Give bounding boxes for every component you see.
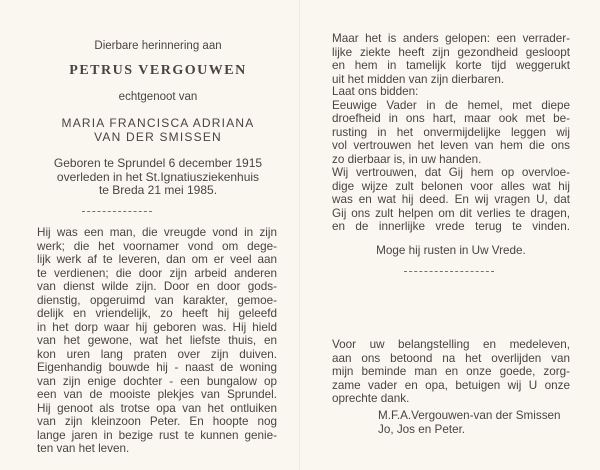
text-line: kon uren lang praten over zijn duiven. [37,347,277,361]
text-line: dige wijze zult belonen voor alles wat hij [332,179,570,193]
signature-line: M.F.A.Vergouwen-van der Smissen [378,409,561,422]
text-line: Eeuwige Vader in de hemel, met diepe [332,98,570,112]
illness-paragraph [332,32,570,86]
spouse-label: echtgenoot van [118,91,198,103]
spouse-name-line: MARIA FRANCISCA ADRIANA [61,116,255,130]
intro-text: Dierbare herinnering aan [94,40,222,52]
text-line: ten van het leven. [37,442,130,455]
deceased-name: PETRUS VERGOUWEN [69,63,247,78]
spouse-name-line: VAN DER SMISSEN [94,130,222,144]
text-line: zame vader en opa, betuigen wij U onze [332,378,570,392]
text-line: rusting in het onvermijdelijke leggen wij [332,125,570,139]
prayer-heading: Laat ons bidden: [332,85,419,98]
text-line: Voor uw belangstelling en medeleven, [332,338,570,351]
spouse-name [38,116,278,144]
signature [378,409,588,436]
text-line: oprechte dank. [332,392,410,405]
dates-line: Geboren te Sprundel 6 december 1915 [53,156,263,170]
text-line: in het dorp waar hij geboren was. Hij hield [37,320,277,334]
section-divider [82,211,152,212]
prayer-paragraph [332,85,570,234]
text-line: droefheid in ons hart, maar ook met be- [332,112,570,125]
text-line: van het gewone, wat het liefste thuis, en [37,334,277,347]
text-line: vol vertrouwen het leven van hem die ons [332,139,570,152]
text-line: een van de mooiste plekjes van Sprundel. [37,388,277,401]
dates-line: te Breda 21 mei 1985. [98,183,218,197]
text-line: Maar het is anders gelopen: een verrader- [332,32,570,45]
text-line: Wij vertrouwen, dat Gij hem op overvloe- [332,166,570,179]
signature-line: Jo, Jos en Peter. [378,422,466,436]
text-line: zo dierbaar is, in uw handen. [332,152,482,166]
text-line: Eigenhandig bouwde hij - naast de woning [37,361,277,374]
text-line: te verdienen; die door zijn arbeid anderen [37,266,277,280]
text-line: van dienst wilde zijn. Door en door gods- [37,280,277,293]
biography-paragraph [37,226,277,456]
text-line: werk; die het voornamer vond om dege- [37,239,277,253]
thanks-paragraph [332,338,570,406]
text-line: mijn beminde man en onze goede, zorg- [332,365,570,378]
text-line: aan ons betoond na het overlijden van [332,351,570,365]
text-line: Hij was een man, die vreugde vond in zijn [37,226,277,239]
section-divider [404,271,494,272]
text-line: van zijn kleinzoon Peter. En hoopte nog [37,415,277,428]
text-line: delijk en vriendelijk, zo heeft hij geleefd [37,307,277,320]
text-line: en de innerlijke vrede terug te vinden. [332,220,570,233]
text-line: Gij ons zult helpen om dit verlies te dragen, [332,206,570,220]
text-line: uit het midden van zijn dierbaren. [332,72,505,86]
text-line: lijk werk af te leveren, dan om er veel aan [37,253,277,266]
text-line: Hij genoot als trotse opa van het ontluiken [37,401,277,415]
text-line: was en wat hij deed. En wij vragen U, dat [332,193,570,206]
card-fold [299,0,300,470]
text-line: lijke ziekte heeft zijn gezondheid gesloopt [332,45,570,59]
text-line: dienstig, opgeruimd van karakter, gemoe- [37,293,277,307]
text-line: van zijn enige dochter - een bungalow op [37,374,277,388]
closing-blessing: Moge hij rusten in Uw Vrede. [376,244,526,257]
birth-death-dates [38,157,278,198]
text-line: en hem in tamelijk korte tijd weggerukt [332,59,570,72]
dates-line: overleden in het St.Ignatiusziekenhuis [56,169,260,184]
text-line: lange jaren in bezige rust te kunnen genie- [37,428,277,442]
